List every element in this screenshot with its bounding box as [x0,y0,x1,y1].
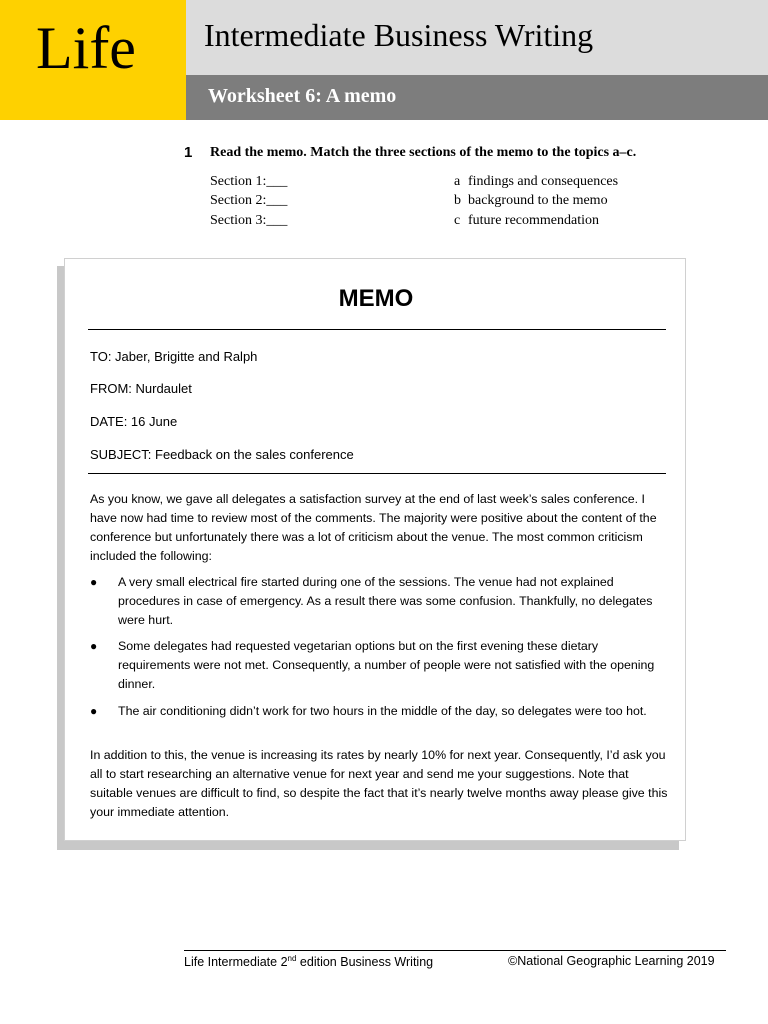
memo-to: TO: Jaber, Brigitte and Ralph [90,349,258,364]
logo-panel [0,0,186,120]
topic-b [454,194,608,208]
section-3-answer: Section 3:___ [210,213,288,228]
task-instruction: Read the memo. Match the three sections of the memo to the topics a–c. [210,145,637,160]
section-2-answer: Section 2:___ [210,193,288,208]
topic-a [454,175,618,189]
memo-bullet-air-conditioning: The air conditioning didn’t work for two hours in the middle of the day, so delegates were too hot. [118,704,647,718]
task-number: 1 [184,144,193,161]
footer-copyright: ©National Geographic Learning 2019 [508,954,715,968]
memo-header-divider [88,473,666,474]
memo-title: MEMO [338,285,414,312]
topic-c-letter: c [454,213,461,228]
topic-b-text: background to the memo [468,193,608,208]
memo-bullet-dietary: Some delegates had requested vegetarian options but on the first evening these dietary requirements were not met. Consequently, a number of people were not satisfied with the opening dinner. [118,639,655,691]
memo-date: DATE: 16 June [90,414,178,429]
worksheet-subtitle: Worksheet 6: A memo [208,85,397,107]
title-bar [186,0,768,75]
footer-edition-prefix: Life Intermediate 2 [184,955,288,970]
bullet-marker: ● [90,704,98,718]
topic-a-letter: a [454,174,461,189]
section-1-answer: Section 1:___ [210,174,288,189]
memo-from: FROM: Nurdaulet [90,381,192,396]
topic-c-text: future recommendation [468,213,600,228]
footer-divider [184,950,726,951]
bullet-marker: ● [90,639,98,653]
memo-subject: SUBJECT: Feedback on the sales conference [90,447,354,462]
topic-c [454,214,599,228]
bullet-marker: ● [90,575,98,589]
memo-closing: In addition to this, the venue is increasing its rates by nearly 10% for next year. Consequently, I’d ask you all to start researching an alternative venue for next year and send me your suggestions. Note that suitable venues are difficult to find, so despite the fact that it’s nearly twelve months away please give this your immediate attention. [90,748,668,819]
memo-intro: As you know, we gave all delegates a satisfaction survey at the end of last week’s sales conference. I have now had time to review most of the comments. The majority were positive about the content of the conference but unfortunately there was a lot of criticism about the venue. The most common criticism included the following: [90,492,657,563]
memo-top-divider [88,329,666,330]
memo-bullet-fire: A very small electrical fire started during one of the sessions. The venue had not explained procedures in case of emergency. As a result there was some confusion. Thankfully, no delegates were hurt. [118,575,653,627]
subtitle-bar [186,75,768,120]
footer-edition-suffix: edition Business Writing [296,955,434,970]
page-title: Intermediate Business Writing [204,17,594,53]
topic-a-text: findings and consequences [468,174,619,189]
footer-edition [184,955,433,969]
topic-b-letter: b [454,193,461,208]
memo-card [64,258,686,841]
footer-edition-ordinal: nd [287,954,297,963]
logo: Life [36,15,136,81]
